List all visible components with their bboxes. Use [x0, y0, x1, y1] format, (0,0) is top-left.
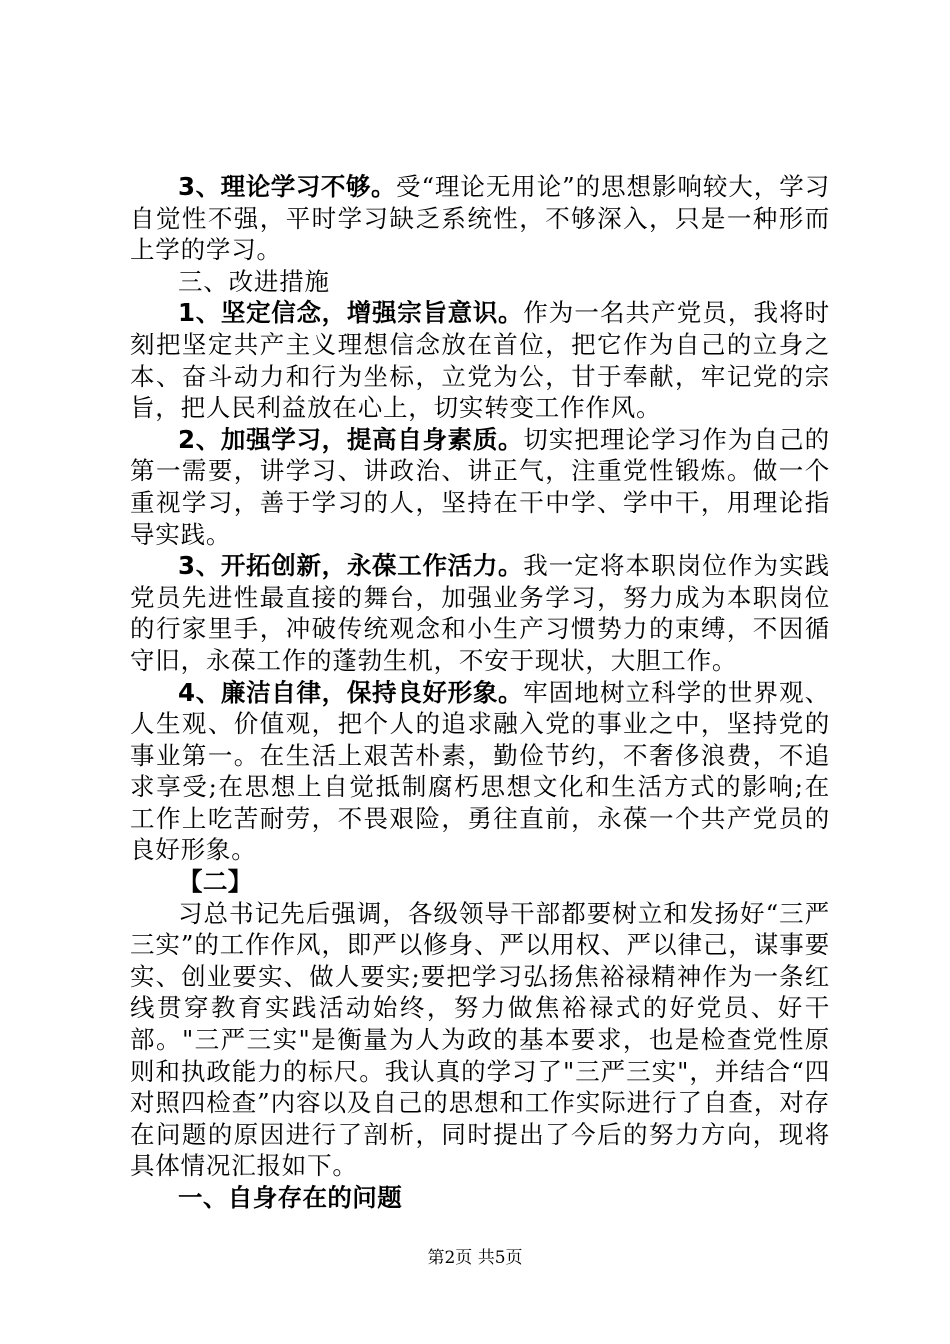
paragraph-body: 受“理论无用论”的思想影响较大，学习自觉性不强，平时学习缺乏系统性，不够深入，只是一种形而上学的学习。: [130, 172, 830, 265]
paragraph-body: 习总书记先后强调，各级领导干部都要树立和发扬好“三严三实”的工作作风，即严以修身、严以用权、严以律己，谋事要实、创业要实、做人要实;要把学习弘扬焦裕禄精神作为一条红线贯穿教育实践活动始终，努力做焦裕禄式的好党员、好干部。"三严三实"是衡量为人为政的基本要求，也是检查党性原则和执政能力的标尺。我认真的学习了"三严三实"，并结合“四对照四检查”内容以及自己的思想和工作实际进行了自查，对存在问题的原因进行了剖析，同时提出了今后的努力方向，现将具体情况汇报如下。: [130, 898, 831, 1181]
section-marker-two: [130, 866, 830, 898]
paragraph-heading: 2、加强学习，提高自身素质。: [178, 424, 524, 454]
section-heading-text: 一、自身存在的问题: [178, 1183, 403, 1212]
paragraph-heading: 1、坚定信念，增强宗旨意识。: [178, 298, 524, 328]
paragraph-body: 我一定将本职岗位作为实践党员先进性最直接的舞台，加强业务学习，努力成为本职岗位的行家里手，冲破传统观念和小生产习惯势力的束缚，不因循守旧，永葆工作的蓬勃生机，不安于现状，大胆工作。: [130, 551, 830, 675]
paragraph-body: 牢固地树立科学的世界观、人生观、价值观，把个人的追求融入党的事业之中，坚持党的事业第一。在生活上艰苦朴素，勤俭节约，不奢侈浪费，不追求享受;在思想上自觉抵制腐朽思想文化和生活方式的影响;在工作上吃苦耐劳，不畏艰险，勇往直前，永葆一个共产党员的良好形象。: [130, 677, 830, 865]
section-heading-text: 三、改进措施: [178, 266, 330, 296]
page-footer: 第2页 共5页: [427, 1248, 523, 1268]
paragraph-three-stricts: [130, 898, 830, 1182]
body-text: [130, 171, 830, 1214]
paragraph-heading: 3、理论学习不够。: [178, 172, 396, 201]
paragraph-body: 切实把理论学习作为自己的第一需要，讲学习、讲政治、讲正气，注重党性锻炼。做一个重视学习，善于学习的人，坚持在干中学、学中干，用理论指导实践。: [130, 424, 830, 549]
paragraph-innovation: [130, 550, 830, 676]
paragraph-body: 作为一名共产党员，我将时刻把坚定共产主义理想信念放在首位，把它作为自己的立身之本、奋斗动力和行为坐标，立党为公，甘于奉献，牢记党的宗旨，把人民利益放在心上，切实转变工作作风。: [130, 298, 830, 423]
paragraph-integrity: [130, 677, 830, 867]
paragraph-heading: 4、廉洁自律，保持良好形象。: [178, 677, 524, 707]
paragraph-heading: 3、开拓创新，永葆工作活力。: [178, 551, 524, 581]
section-heading-problems: [130, 1182, 830, 1214]
paragraph-firm-belief: [130, 297, 830, 423]
section-heading-improvements: [130, 266, 830, 298]
paragraph-theory-study: [130, 171, 830, 266]
section-marker-text: 【二】: [178, 867, 253, 897]
paragraph-strengthen-study: [130, 424, 830, 550]
